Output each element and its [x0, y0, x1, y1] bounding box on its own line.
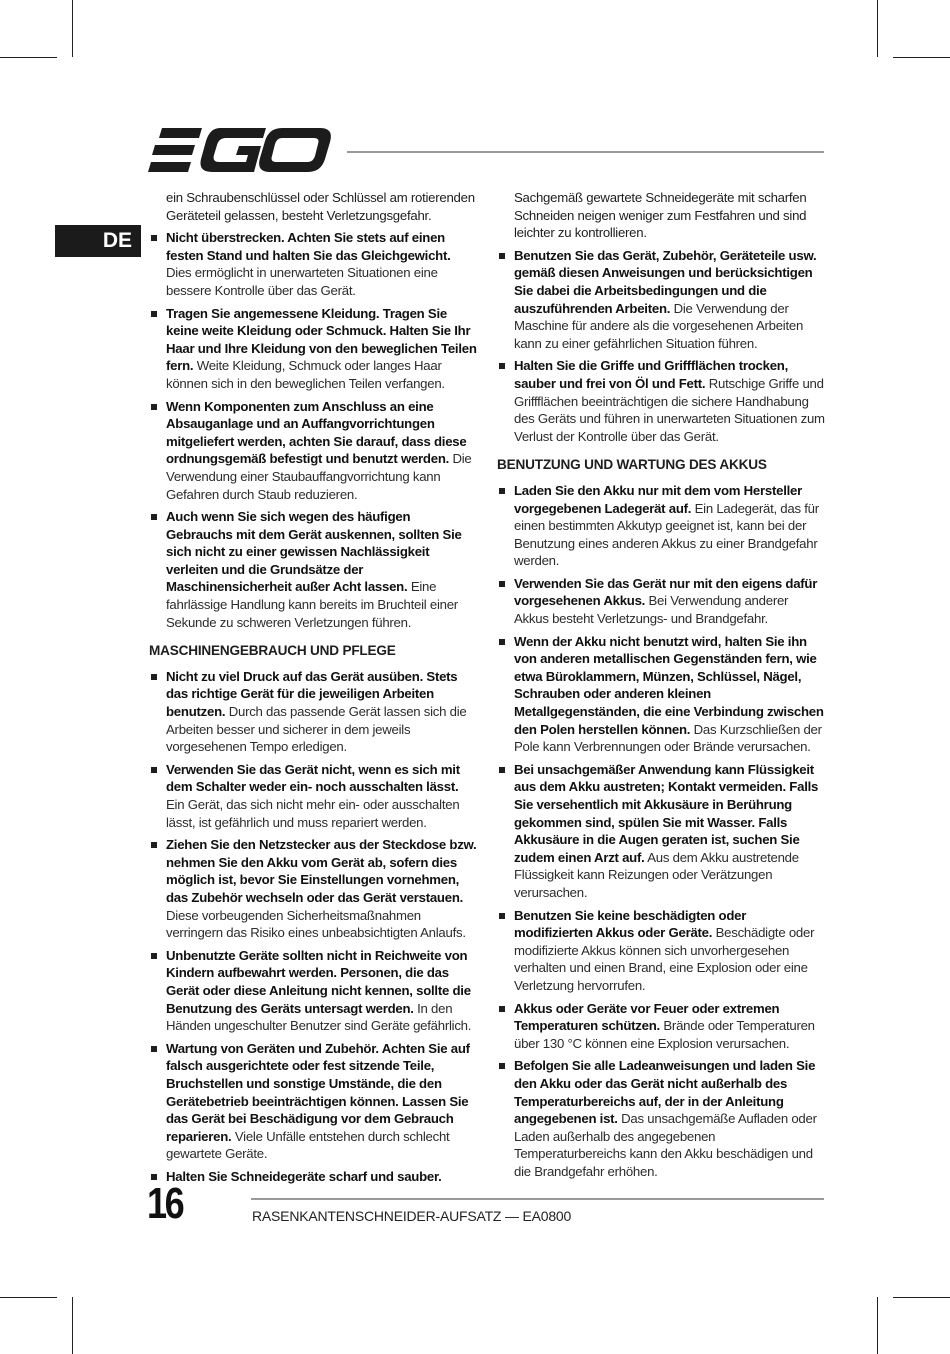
continuation-text: Sachgemäß gewartete Schneidegeräte mit scharfen Schneiden neigen weniger zum Festfahren und sind leichter zu kontrollieren.	[514, 190, 807, 241]
language-tab: DE	[55, 225, 141, 257]
list-item: Ziehen Sie den Netzstecker aus der Steckdose bzw. nehmen Sie den Akku vom Gerät ab, sofern dies möglich ist, bevor Sie Einstellungen vornehmen, das Zubehör wechseln oder das Gerät verstauen. Diese vorbeugenden Sicherheitsmaßnahmen verringern das Risiko eines unbeabsichtigten Anlaufs.	[149, 836, 477, 942]
list-item: Tragen Sie angemessene Kleidung. Tragen Sie keine weite Kleidung oder Schmuck. Halten Sie Ihr Haar und Ihre Kleidung von den beweglichen Teilen fern. Weite Kleidung, Schmuck oder langes Haar können sich in den beweglichen Teilen verfangen.	[149, 305, 477, 393]
list-item: Wenn Komponenten zum Anschluss an eine Absauganlage und an Auffangvorrichtungen mitgeliefert werden, achten Sie darauf, dass diese ordnungsgemäß befestigt und benutzt werden. Die Verwendung einer Staubauffangvorrichtung kann Gefahren durch Staub reduzieren.	[149, 398, 477, 504]
crop-mark	[877, 1297, 878, 1354]
bullet-icon	[151, 842, 157, 848]
bullet-icon	[499, 639, 505, 645]
crop-mark	[893, 1297, 950, 1298]
list-item: Nicht überstrecken. Achten Sie stets auf einen festen Stand und halten Sie das Gleichgewicht. Dies ermöglicht in unerwarteten Situationen eine bessere Kontrolle über das Gerät.	[149, 229, 477, 299]
bullet-icon	[499, 1063, 505, 1069]
list-item: Unbenutzte Geräte sollten nicht in Reichweite von Kindern aufbewahrt werden. Personen, die das Gerät oder diese Anleitung nicht kennen, sollte die Benutzung des Geräts untersagt werden. In den Händen ungeschulter Benutzer sind Geräte gefährlich.	[149, 947, 477, 1035]
safety-list	[497, 247, 825, 446]
list-item: Halten Sie Schneidegeräte scharf und sauber.	[149, 1168, 477, 1186]
list-item: Verwenden Sie das Gerät nicht, wenn es sich mit dem Schalter weder ein- noch ausschalten lässt. Ein Gerät, das sich nicht mehr ein- oder ausschalten lässt, ist gefährlich und muss repariert werden.	[149, 761, 477, 831]
bullet-icon	[499, 767, 505, 773]
crop-mark	[72, 1297, 73, 1354]
right-column	[497, 189, 825, 1185]
bullet-icon	[499, 363, 505, 369]
bullet-icon	[499, 253, 505, 259]
list-item: Halten Sie die Griffe und Griffflächen trocken, sauber und frei von Öl und Fett. Rutschige Griffe und Griffflächen beeinträchtigen die sichere Handhabung des Geräts und führen in unerwarteten Situationen zum Verlust der Kontrolle über das Gerät.	[497, 357, 825, 445]
crop-mark	[0, 1297, 57, 1298]
list-item: Befolgen Sie alle Ladeanweisungen und laden Sie den Akku oder das Gerät nicht außerhalb des Temperaturbereichs auf, der in der Anleitung angegebenen ist. Das unsachgemäße Aufladen oder Laden außerhalb des angegebenen Temperaturbereichs kann den Akku beschädigen und die Brandgefahr erhöhen.	[497, 1057, 825, 1180]
bullet-icon	[151, 514, 157, 520]
page-number: 16	[147, 1179, 183, 1228]
safety-list	[497, 482, 825, 1181]
list-item: Bei unsachgemäßer Anwendung kann Flüssigkeit aus dem Akku austreten; Kontakt vermeiden. Falls Sie versehentlich mit Akkusäure in Berührung gekommen sind, spülen Sie mit Wasser. Falls Akkusäure in die Augen geraten ist, suchen Sie zudem einen Arzt auf. Aus dem Akku austretende Flüssigkeit kann Reizungen oder Verätzungen verursachen.	[497, 761, 825, 902]
bullet-icon	[499, 913, 505, 919]
list-item: Benutzen Sie das Gerät, Zubehör, Geräteteile usw. gemäß diesen Anweisungen und berücksichtigen Sie dabei die Arbeitsbedingungen und die auszuführenden Arbeiten. Die Verwendung der Maschine für andere als die vorgesehenen Arbeiten kann zu einer gefährlichen Situation führen.	[497, 247, 825, 353]
list-item: Auch wenn Sie sich wegen des häufigen Gebrauchs mit dem Gerät auskennen, sollten Sie sich nicht zu einer gewissen Nachlässigkeit verleiten und die Grundsätze der Maschinensicherheit außer Acht lassen. Eine fahrlässige Handlung kann bereits im Bruchteil einer Sekunde zu schweren Verletzungen führen.	[149, 508, 477, 631]
list-item: Verwenden Sie das Gerät nur mit den eigens dafür vorgesehenen Akkus. Bei Verwendung anderer Akkus besteht Verletzungs- und Brandgefahr.	[497, 575, 825, 628]
bullet-icon	[151, 311, 157, 317]
continuation-text: ein Schraubenschlüssel oder Schlüssel am rotierenden Geräteteil gelassen, besteht Verletzungsgefahr.	[166, 190, 475, 223]
crop-mark	[72, 0, 73, 57]
safety-list	[149, 229, 477, 631]
bullet-icon	[151, 404, 157, 410]
bullet-icon	[151, 674, 157, 680]
list-item: Nicht zu viel Druck auf das Gerät ausüben. Stets das richtige Gerät für die jeweiligen Arbeiten benutzen. Durch das passende Gerät lassen sich die Arbeiten besser und sicherer in dem jeweils vorgesehenen Tempo erledigen.	[149, 668, 477, 756]
footer-title: RASENKANTENSCHNEIDER-AUFSATZ — EA0800	[252, 1208, 572, 1224]
ego-logo	[148, 128, 332, 172]
crop-mark	[893, 57, 950, 58]
list-item: Wenn der Akku nicht benutzt wird, halten Sie ihn von anderen metallischen Gegenständen fern, wie etwa Büroklammern, Münzen, Schlüssel, Nägel, Schrauben oder anderen kleinen Metallgegenständen, die eine Verbindung zwischen den Polen herstellen können. Das Kurzschließen der Pole kann Verbrennungen oder Brände verursachen.	[497, 633, 825, 756]
left-column	[149, 189, 477, 1190]
footer-rule	[251, 1198, 824, 1200]
crop-mark	[877, 0, 878, 57]
bullet-icon	[151, 767, 157, 773]
bullet-icon	[499, 1006, 505, 1012]
bullet-icon	[499, 488, 505, 494]
bullet-icon	[151, 1046, 157, 1052]
section-heading: MASCHINENGEBRAUCH UND PFLEGE	[149, 643, 396, 659]
bullet-icon	[499, 581, 505, 587]
safety-list	[149, 668, 477, 1186]
list-item: Benutzen Sie keine beschädigten oder modifizierten Akkus oder Geräte. Beschädigte oder modifizierte Akkus können sich unvorhergesehen verhalten und einen Brand, eine Explosion oder eine Verletzung hervorrufen.	[497, 907, 825, 995]
bullet-icon	[151, 953, 157, 959]
header-rule	[347, 151, 824, 153]
list-item: Wartung von Geräten und Zubehör. Achten Sie auf falsch ausgerichtete oder fest sitzende Teile, Bruchstellen und sonstige Umstände, die den Gerätebetrieb beeinträchtigen können. Lassen Sie das Gerät bei Beschädigung vor dem Gebrauch reparieren. Viele Unfälle entstehen durch schlecht gewartete Geräte.	[149, 1040, 477, 1163]
list-item: Akkus oder Geräte vor Feuer oder extremen Temperaturen schützen. Brände oder Temperaturen über 130 °C können eine Explosion verursachen.	[497, 1000, 825, 1053]
list-item: Laden Sie den Akku nur mit dem vom Hersteller vorgegebenen Ladegerät auf. Ein Ladegerät, das für einen bestimmten Akkutyp geeignet ist, kann bei der Benutzung eines anderen Akkus zu einer Brandgefahr werden.	[497, 482, 825, 570]
bullet-icon	[151, 235, 157, 241]
section-heading: BENUTZUNG UND WARTUNG DES AKKUS	[497, 457, 767, 473]
crop-mark	[0, 57, 57, 58]
